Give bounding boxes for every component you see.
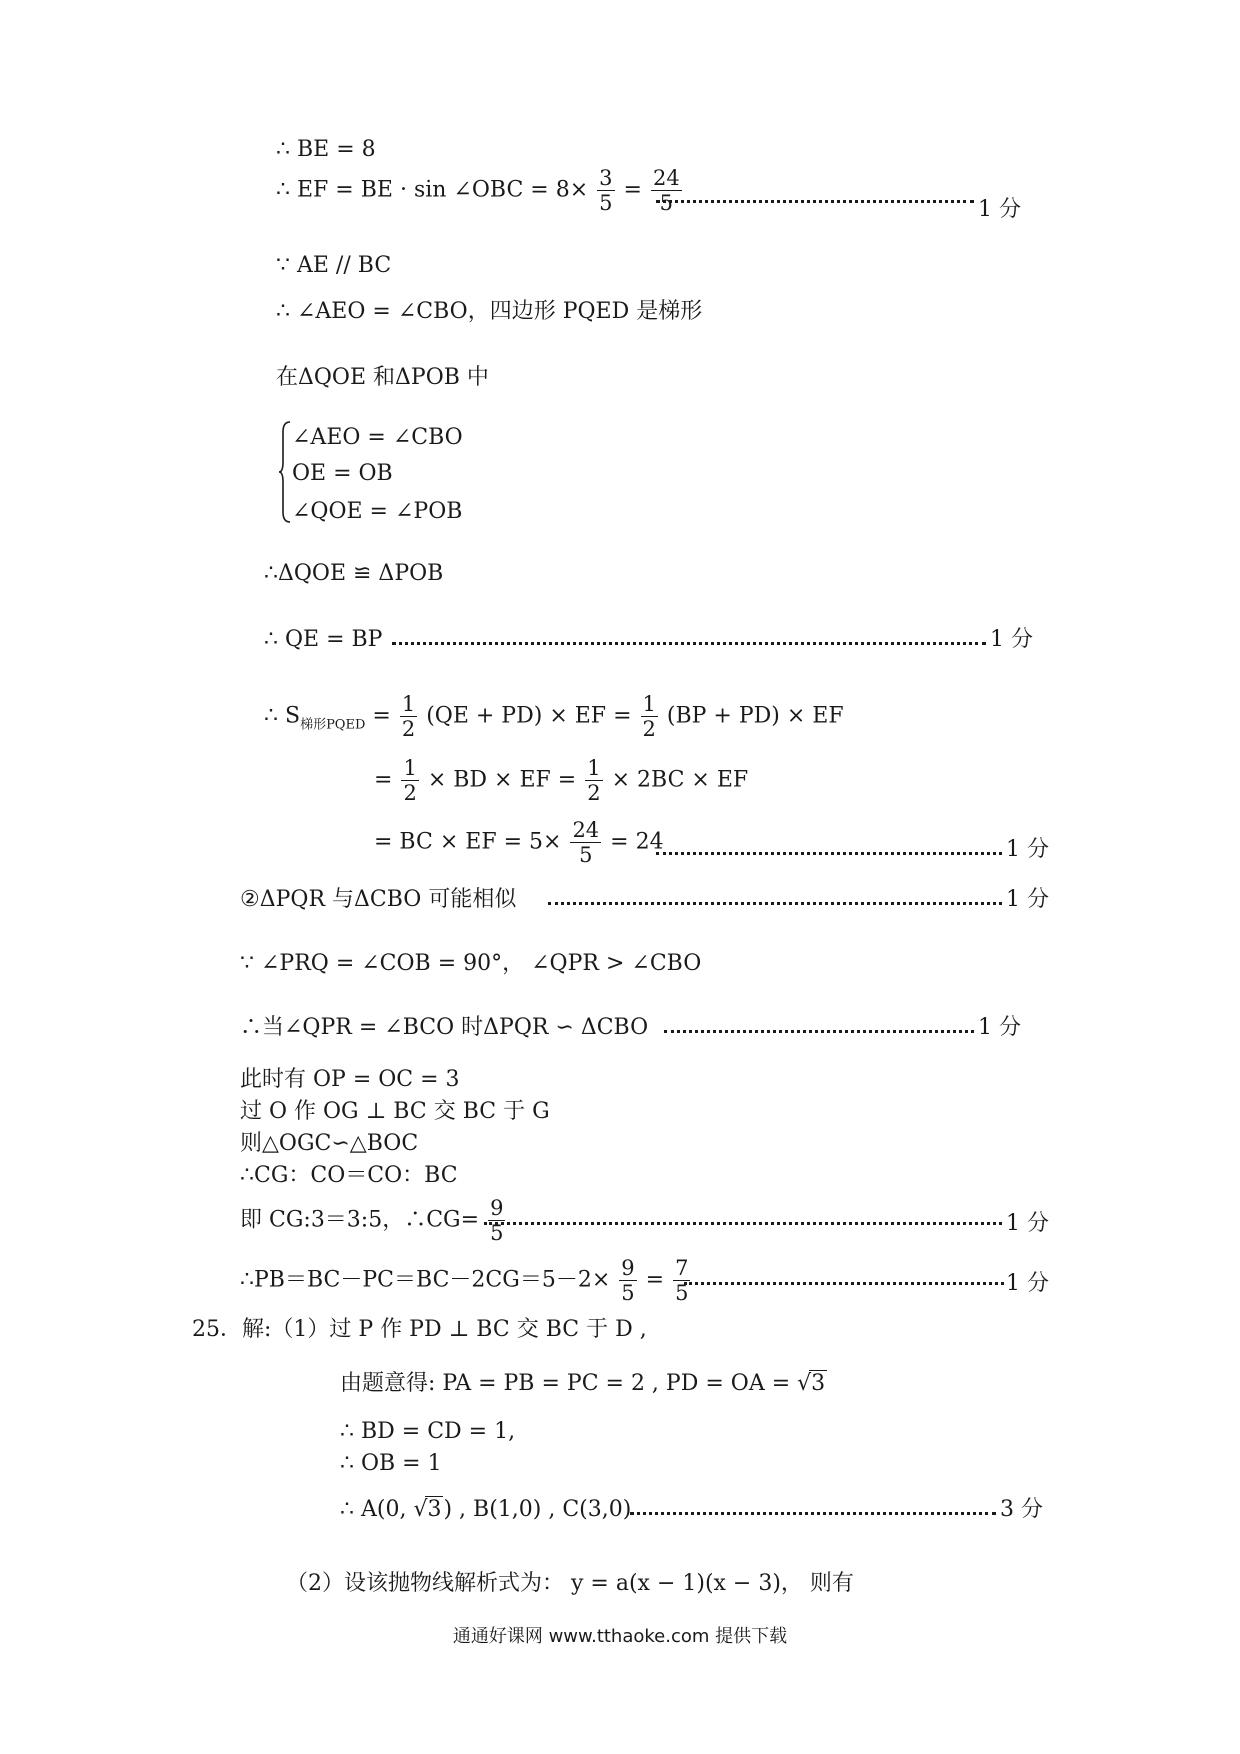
fraction-9-5: $\frac{9}{5}$ bbox=[490, 1196, 504, 1245]
line-op: 此时有 OP = OC = 3 bbox=[240, 1067, 460, 1092]
fraction-9-5: $\frac{9}{5}$ bbox=[621, 1256, 635, 1305]
leader-dots bbox=[630, 1512, 996, 1515]
fraction-half: $\frac{1}{2}$ bbox=[401, 692, 416, 741]
score-mark: 1 分 bbox=[1006, 837, 1049, 862]
line-congruent: ∴ΔQOE ≌ ΔPOB bbox=[264, 561, 444, 586]
fraction-half: $\frac{1}{2}$ bbox=[642, 692, 656, 741]
sqrt-three: 3 bbox=[811, 1371, 826, 1396]
leader-dots bbox=[656, 852, 1002, 855]
line-bd-cd: ∴ BD = CD = 1, bbox=[340, 1419, 516, 1444]
fraction-7-5: $\frac{7}{5}$ bbox=[675, 1256, 689, 1305]
leader-dots bbox=[392, 642, 986, 645]
equals-sign: = bbox=[623, 177, 642, 203]
line-parabola: （2）设该抛物线解析式为： y = a(x − 1)(x − 3)， 则有 bbox=[286, 1571, 854, 1596]
line-similar: ②ΔPQR 与ΔCBO 可能相似 bbox=[240, 887, 517, 912]
line-be: ∴ BE = 8 bbox=[276, 137, 376, 162]
fraction-3-5: $\frac{3}{5}$ bbox=[599, 166, 613, 215]
line-ratio: ∴CG：CO＝CO：BC bbox=[240, 1163, 458, 1188]
line-triangles: 在ΔQOE 和ΔPOB 中 bbox=[276, 365, 489, 390]
line-area-1: ∴ $S_{梯形PQED}$ = $\frac{1}{2}$ (QE + PD) × EF = $\frac{1}{2}$ (BP + PD) × EF bbox=[264, 692, 844, 741]
fraction-half: $\frac{1}{2}$ bbox=[587, 756, 601, 805]
left-brace bbox=[278, 420, 292, 524]
sqrt-three: 3 bbox=[427, 1497, 442, 1522]
fraction-half: $\frac{1}{2}$ bbox=[403, 756, 417, 805]
line-when: ∴当∠QPR = ∠BCO 时ΔPQR ∽ ΔCBO bbox=[240, 1015, 649, 1040]
page-footer: 通通好课网 www.tthaoke.com 提供下载 bbox=[452, 1626, 788, 1647]
line-ae-parallel: ∵ AE // BC bbox=[276, 253, 392, 278]
condition-2: OE = OB bbox=[292, 461, 393, 486]
score-mark: 1 分 bbox=[978, 197, 1021, 222]
line-area-3: = BC × EF = 5× $\frac{24}{5}$ = 24 bbox=[374, 818, 664, 867]
leader-dots bbox=[484, 1222, 1002, 1225]
line-cg: 即 CG:3＝3:5，∴CG= $\frac{9}{5}$ bbox=[240, 1196, 504, 1245]
score-mark: 1 分 bbox=[1006, 1271, 1049, 1296]
fraction-24-5: $\frac{24}{5}$ bbox=[572, 818, 600, 867]
line-ef bbox=[276, 166, 684, 215]
condition-1: ∠AEO = ∠CBO bbox=[292, 425, 463, 450]
score-mark: 3 分 bbox=[1000, 1497, 1043, 1522]
problem-25-heading: 25．解:（1）过 P 作 PD ⊥ BC 交 BC 于 D , bbox=[192, 1317, 647, 1342]
condition-3: ∠QOE = ∠POB bbox=[292, 499, 463, 524]
line-ob: ∴ OB = 1 bbox=[340, 1451, 442, 1476]
line-area-2: = $\frac{1}{2}$ × BD × EF = $\frac{1}{2}$ × 2BC × EF bbox=[374, 756, 749, 805]
leader-dots bbox=[684, 1282, 1004, 1285]
area-subscript: 梯形PQED bbox=[300, 717, 366, 733]
score-mark: 1 分 bbox=[1006, 887, 1049, 912]
line-coordinates: ∴ A(0, √3) , B(1,0) , C(3,0) bbox=[340, 1497, 632, 1522]
line-trapezoid: ∴ ∠AEO = ∠CBO，四边形 PQED 是梯形 bbox=[276, 299, 703, 324]
ef-expression: ∴ EF = BE · sin ∠OBC = 8× bbox=[276, 177, 589, 203]
line-given: 由题意得: PA = PB = PC = 2 , PD = OA = √3 bbox=[340, 1371, 826, 1396]
line-ogc: 则△OGC∽△BOC bbox=[240, 1131, 419, 1156]
leader-dots bbox=[548, 902, 1002, 905]
line-og: 过 O 作 OG ⊥ BC 交 BC 于 G bbox=[240, 1099, 550, 1124]
score-mark: 1 分 bbox=[1006, 1211, 1049, 1236]
score-mark: 1 分 bbox=[990, 627, 1033, 652]
line-pb: ∴PB＝BC－PC＝BC－2CG＝5－2× $\frac{9}{5}$ = $\frac{7}{5}$ bbox=[240, 1256, 689, 1305]
fraction-24-5: $\frac{24}{5}$ bbox=[652, 166, 680, 215]
line-angles: ∵ ∠PRQ = ∠COB = 90°， ∠QPR > ∠CBO bbox=[240, 951, 702, 976]
leader-dots bbox=[664, 1030, 974, 1033]
leader-dots bbox=[656, 200, 974, 203]
score-mark: 1 分 bbox=[978, 1015, 1021, 1040]
line-qe-bp: ∴ QE = BP bbox=[264, 627, 383, 652]
